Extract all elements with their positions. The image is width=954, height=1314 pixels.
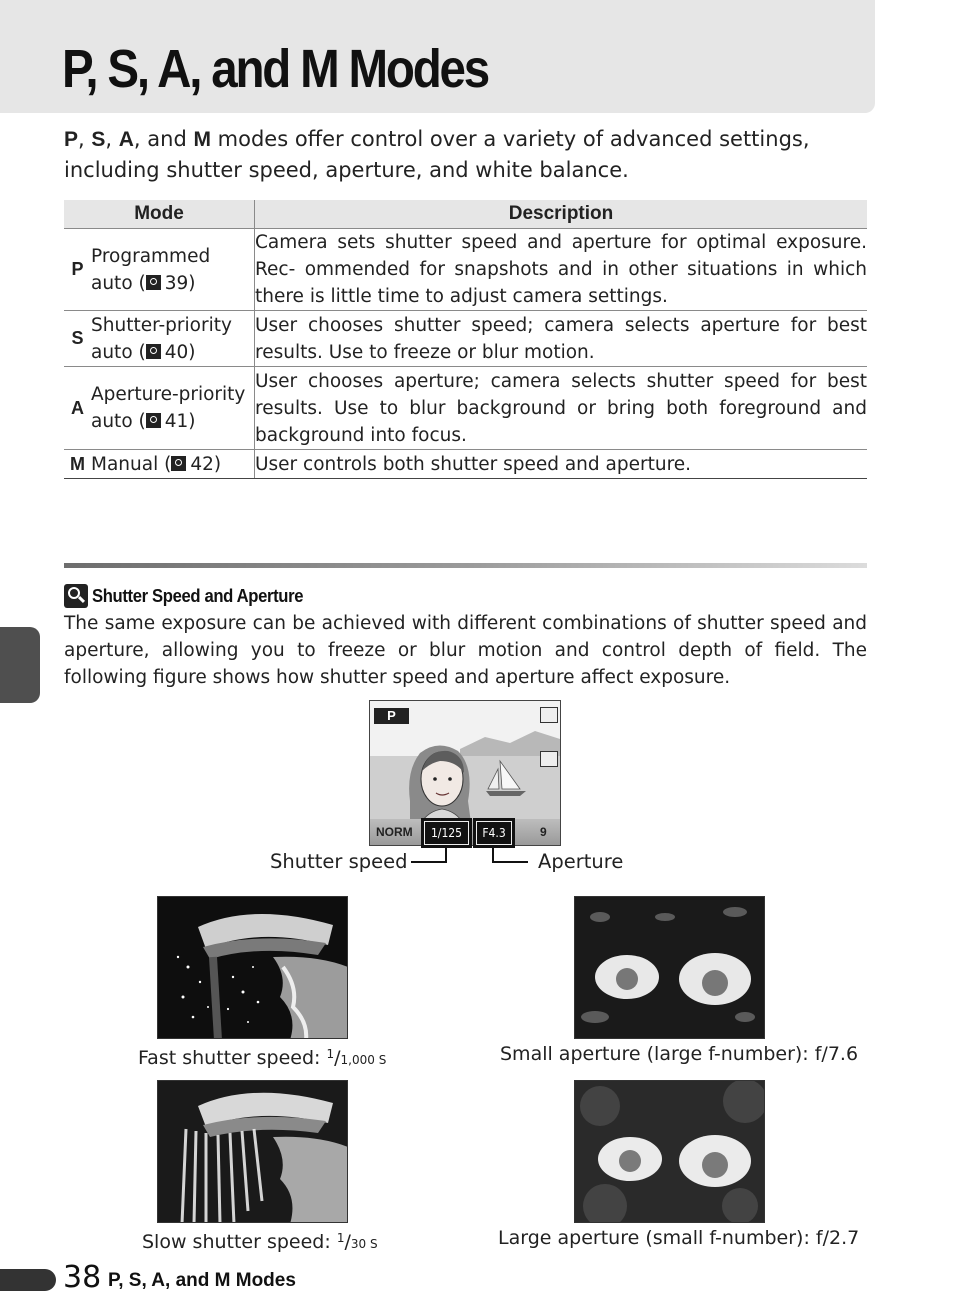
mode-letter-a: A — [118, 128, 134, 151]
intro-separator: , — [105, 127, 119, 151]
mode-letter: P — [71, 259, 84, 279]
mode-description: User chooses aperture; camera selects shutter speed for best results. Use to blur background or bring both foreground and background into focus. — [255, 367, 868, 450]
intro-paragraph — [64, 124, 867, 185]
caption-fraction-denominator: 30 S — [350, 1237, 378, 1251]
note-title: Shutter Speed and Aperture — [92, 585, 304, 606]
mode-name — [91, 381, 245, 435]
small-aperture-photo — [574, 896, 765, 1039]
shutter-leader-line — [445, 847, 447, 862]
large-aperture-caption: Large aperture (small f-number): f/2.7 — [498, 1227, 860, 1249]
caption-fraction-slash: / — [334, 1047, 341, 1069]
fast-shutter-photo — [157, 896, 348, 1039]
large-aperture-photo — [574, 1080, 765, 1223]
mode-name — [91, 243, 210, 297]
page-title: P, S, A, and M Modes — [62, 39, 489, 99]
small-aperture-caption: Small aperture (large f-number): f/7.6 — [500, 1043, 859, 1065]
shutter-speed-display: 1/125 — [424, 821, 469, 845]
mode-letter-p: P — [64, 128, 79, 151]
mode-cell — [64, 367, 255, 450]
mode-letter-s: S — [91, 128, 106, 151]
mode-description: User controls both shutter speed and aperture. — [255, 450, 868, 479]
page-number: 38 — [63, 1260, 102, 1295]
aperture-leader-line — [492, 847, 494, 862]
chapter-side-tab — [0, 627, 40, 703]
slow-shutter-photo — [157, 1080, 348, 1223]
mode-name-line: auto ( — [91, 341, 146, 363]
page-ref-number[interactable]: 39 — [164, 272, 189, 294]
shooting-mode-indicator: P — [374, 708, 409, 724]
table-row — [64, 311, 867, 367]
mode-description: User chooses shutter speed; camera selects aperture for best results. Use to freeze or blur motion. — [255, 311, 868, 367]
mode-name-line: Programmed — [91, 245, 211, 267]
slow-shutter-caption — [142, 1224, 378, 1258]
mode-name-line: auto ( — [91, 411, 146, 432]
magnifier-note-icon — [64, 584, 88, 608]
mode-table — [64, 200, 867, 479]
caption-fraction-slash: / — [344, 1231, 351, 1253]
frames-remaining: 9 — [540, 825, 547, 839]
aperture-callout: Aperture — [538, 850, 624, 873]
page-reference-icon — [146, 344, 161, 359]
footer-tab — [0, 1269, 56, 1291]
mode-letter-m: M — [193, 128, 211, 151]
white-balance-icon — [540, 751, 558, 767]
page-reference-icon — [146, 413, 161, 428]
mode-name-line: Manual ( — [91, 453, 172, 475]
mode-name-line: ) — [188, 411, 196, 432]
section-divider — [64, 563, 867, 568]
mode-cell — [64, 311, 255, 367]
shutter-speed-callout: Shutter speed — [270, 850, 408, 873]
mode-name — [91, 451, 221, 478]
page-ref-number[interactable]: 42 — [190, 453, 214, 475]
fast-shutter-caption — [138, 1040, 386, 1074]
table-row — [64, 367, 867, 450]
mode-name-line: auto ( — [91, 272, 146, 294]
page-ref-number[interactable]: 41 — [164, 411, 189, 432]
mode-name-line: ) — [188, 272, 196, 294]
mode-name-line: ) — [213, 453, 222, 475]
shutter-leader-line — [411, 861, 447, 863]
mode-name-line: Aperture-priority — [91, 384, 246, 405]
mode-letter: A — [71, 397, 84, 418]
footer-section-title: P, S, A, and M Modes — [108, 1270, 296, 1291]
page-reference-icon — [146, 275, 161, 290]
intro-separator: , — [78, 127, 92, 151]
page-ref-number[interactable]: 40 — [164, 341, 189, 363]
mode-name — [91, 312, 232, 366]
mode-name-line: ) — [188, 341, 196, 363]
caption-fraction-numerator: 1 — [326, 1047, 335, 1061]
quality-indicator: NORM — [376, 825, 413, 839]
caption-fraction-numerator: 1 — [336, 1231, 345, 1245]
table-header-row — [64, 200, 867, 229]
caption-fraction-denominator: 1,000 S — [340, 1053, 387, 1067]
mode-cell — [64, 450, 255, 479]
table-row — [64, 229, 867, 311]
caption-label: Slow shutter speed: — [142, 1231, 337, 1253]
mode-column-header: Mode — [64, 200, 255, 229]
note-body: The same exposure can be achieved with different combinations of shutter speed and aperture, allowing you to freeze or blur motion and control depth of field. The following figure shows how shutter speed and aperture affect exposure. — [64, 613, 867, 688]
caption-label: Fast shutter speed: — [138, 1047, 327, 1069]
mode-letter: S — [71, 328, 84, 348]
intro-separator: , and — [133, 127, 194, 151]
note-heading — [64, 583, 327, 609]
intro-text: modes offer control over a variety of advanced settings, including shutter speed, aperture, and white balance. — [64, 127, 810, 182]
table-row — [64, 450, 867, 479]
description-column-header: Description — [255, 200, 868, 229]
aperture-leader-line — [492, 861, 528, 863]
mode-letter: M — [70, 453, 85, 474]
page-reference-icon — [171, 456, 186, 471]
mode-description: Camera sets shutter speed and aperture for optimal exposure. Rec- ommended for snapshots and in other situations in which there is little time to adjust camera settings. — [255, 229, 868, 311]
aperture-display: F4.3 — [476, 821, 512, 845]
mode-name-line: Shutter-priority — [91, 314, 232, 336]
image-size-icon — [540, 707, 558, 723]
mode-cell — [64, 229, 255, 311]
